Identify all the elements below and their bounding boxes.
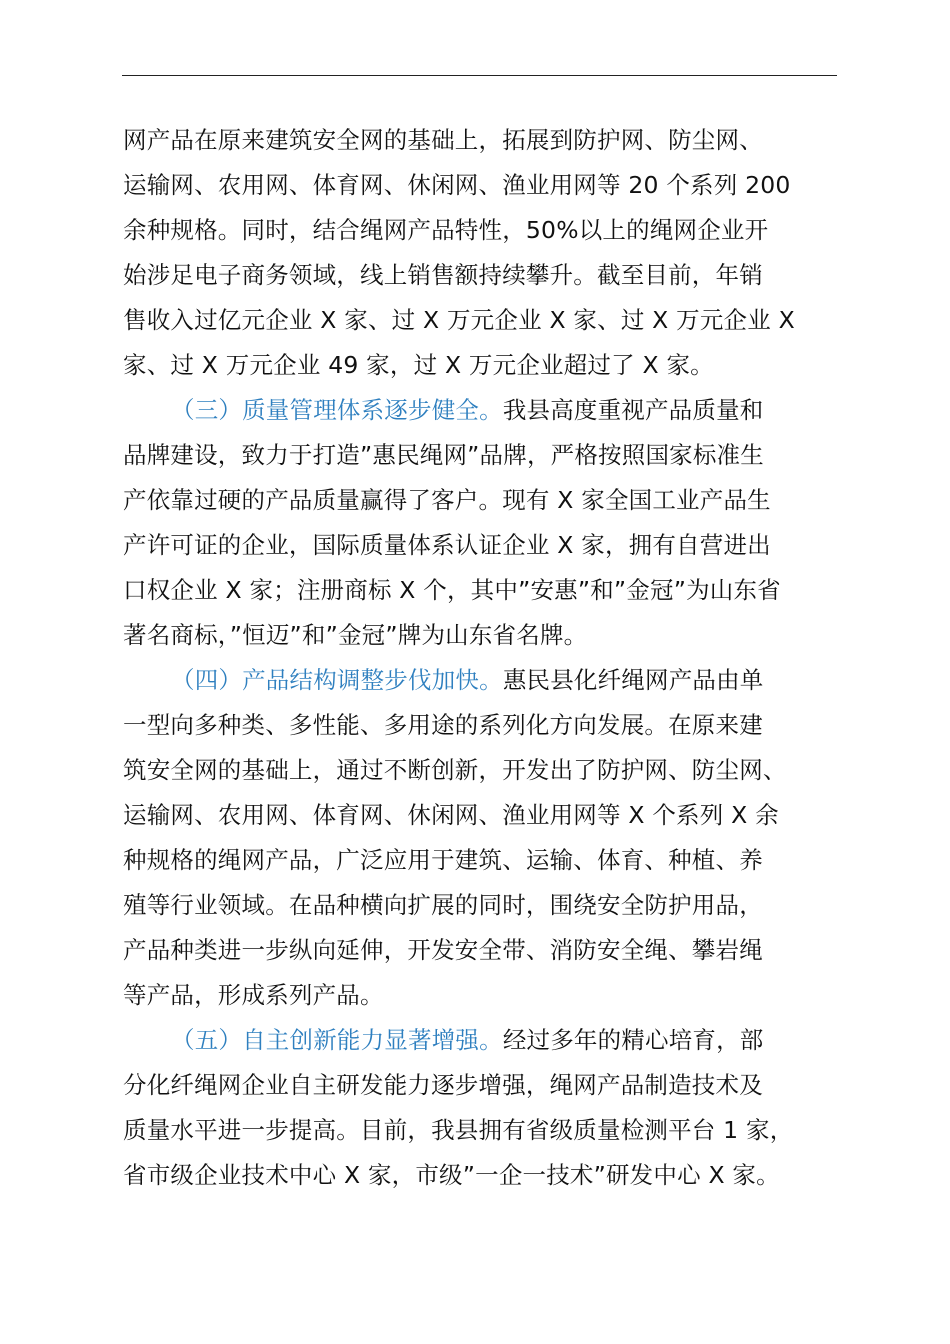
- text-line-tail: 惠民县化纤绳网产品由单: [502, 666, 764, 694]
- text-line-tail: 经过多年的精心培育，部: [502, 1026, 764, 1054]
- section-heading-line: [123, 1018, 841, 1063]
- text-line: 余种规格。同时，结合绳网产品特性，50%以上的绳网企业开: [123, 216, 769, 244]
- text-line-tail: 我县高度重视产品质量和: [502, 396, 764, 424]
- document-body: [123, 118, 841, 1198]
- text-line: 省市级企业技术中心 X 家，市级”一企一技术”研发中心 X 家。: [123, 1161, 780, 1189]
- text-line: 殖等行业领域。在品种横向扩展的同时，围绕安全防护用品，: [123, 891, 763, 919]
- text-line: 产许可证的企业，国际质量体系认证企业 X 家，拥有自营进出: [123, 531, 771, 559]
- text-line: 产依靠过硬的产品质量赢得了客户。现有 X 家全国工业产品生: [123, 486, 771, 514]
- text-line: 网产品在原来建筑安全网的基础上，拓展到防护网、防尘网、: [123, 126, 763, 154]
- text-line: 一型向多种类、多性能、多用途的系列化方向发展。在原来建: [123, 711, 763, 739]
- text-line: 口权企业 X 家；注册商标 X 个，其中”安惠”和”金冠”为山东省: [123, 576, 781, 604]
- text-line: 质量水平进一步提高。目前，我县拥有省级质量检测平台 1 家，: [123, 1116, 794, 1144]
- text-line: 运输网、农用网、体育网、休闲网、渔业用网等 X 个系列 X 余: [123, 801, 779, 829]
- header-rule: [122, 75, 837, 76]
- section-heading-5: （五）自主创新能力显著增强。: [171, 1026, 503, 1054]
- section-heading-line: [123, 658, 841, 703]
- text-line: 始涉足电子商务领域，线上销售额持续攀升。截至目前，年销: [123, 261, 763, 289]
- text-line: 分化纤绳网企业自主研发能力逐步增强，绳网产品制造技术及: [123, 1071, 763, 1099]
- section-heading-line: [123, 388, 841, 433]
- text-line: 运输网、农用网、体育网、休闲网、渔业用网等 20 个系列 200: [123, 171, 791, 199]
- text-line: 家、过 X 万元企业 49 家，过 X 万元企业超过了 X 家。: [123, 351, 714, 379]
- text-line: 筑安全网的基础上，通过不断创新，开发出了防护网、防尘网、: [123, 756, 787, 784]
- text-line: 产品种类进一步纵向延伸，开发安全带、消防安全绳、攀岩绳: [123, 936, 763, 964]
- text-line: 等产品，形成系列产品。: [123, 981, 384, 1009]
- text-line: 著名商标，”恒迈”和”金冠”牌为山东省名牌。: [123, 621, 588, 649]
- section-heading-4: （四）产品结构调整步伐加快。: [171, 666, 503, 694]
- text-line: 品牌建设，致力于打造”惠民绳网”品牌，严格按照国家标准生: [123, 441, 764, 469]
- text-line: 售收入过亿元企业 X 家、过 X 万元企业 X 家、过 X 万元企业 X: [123, 306, 795, 334]
- text-line: 种规格的绳网产品，广泛应用于建筑、运输、体育、种植、养: [123, 846, 763, 874]
- section-heading-3: （三）质量管理体系逐步健全。: [171, 396, 503, 424]
